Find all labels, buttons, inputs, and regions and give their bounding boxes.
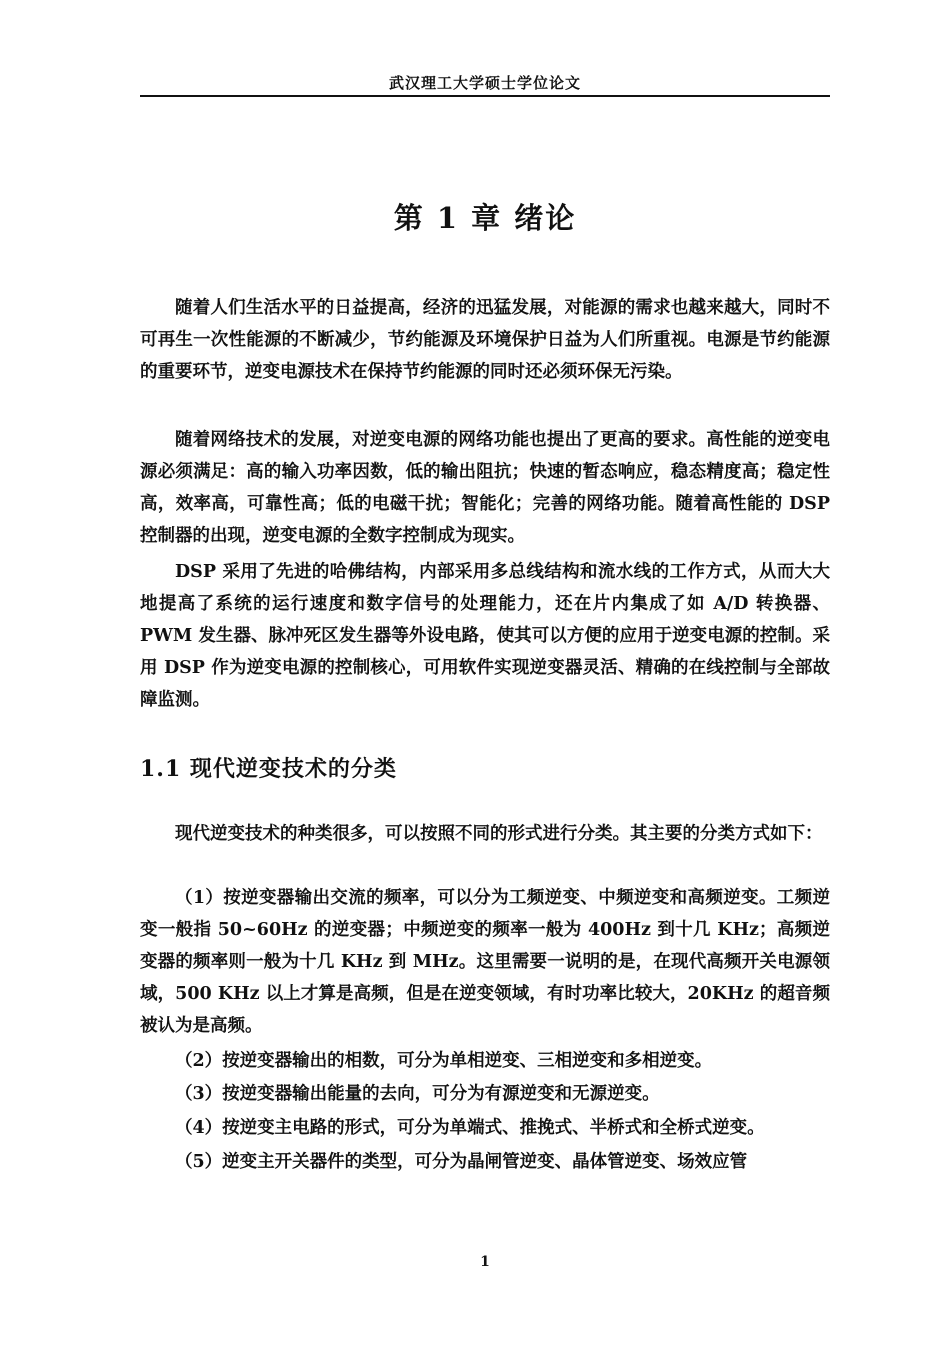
intro-paragraph: 随着网络技术的发展，对逆变电源的网络功能也提出了更高的要求。高性能的逆变电源必须满足：高的输入功率因数，低的输出阻抗；快速的暂态响应，稳态精度高；稳定性高，效率高，可靠性高；低的电磁干扰；智能化；完善的网络功能。随着高性能的 DSP 控制器的出现，逆变电源的全数字控制成为现实。 [140, 430, 830, 546]
section-lead-paragraph: 现代逆变技术的种类很多，可以按照不同的形式进行分类。其主要的分类方式如下： [175, 824, 823, 844]
running-header: 武汉理工大学硕士学位论文 [388, 74, 581, 92]
intro-paragraph: 随着人们生活水平的日益提高，经济的迅猛发展，对能源的需求也越来越大，同时不可再生一次性能源的不断减少，节约能源及环境保护日益为人们所重视。电源是节约能源的重要环节，逆变电源技术在保持节约能源的同时还必须环保无污染。 [140, 298, 830, 382]
page-number: 1 [480, 1254, 490, 1270]
chapter-title: 第 1 章 绪论 [393, 201, 577, 235]
section-title: 1.1 现代逆变技术的分类 [140, 756, 397, 782]
classification-item: （5）逆变主开关器件的类型，可分为晶闸管逆变、晶体管逆变、场效应管 [175, 1152, 748, 1172]
classification-item: （1）按逆变器输出交流的频率，可以分为工频逆变、中频逆变和高频逆变。工频逆变一般指 50~60Hz 的逆变器；中频逆变的频率一般为 400Hz 到十几 KHz；高频逆变器的频率则一般为十几 KHz 到 MHz。这里需要一说明的是，在现代高频开关电源领域，500 KHz 以上才算是高频，但是在逆变领域，有时功率比较大，20KHz 的超音频被认为是高频。 [140, 888, 830, 1036]
classification-item: （2）按逆变器输出的相数，可分为单相逆变、三相逆变和多相逆变。 [175, 1051, 713, 1071]
classification-item: （4）按逆变主电路的形式，可分为单端式、推挽式、半桥式和全桥式逆变。 [175, 1118, 765, 1138]
classification-item: （3）按逆变器输出能量的去向，可分为有源逆变和无源逆变。 [175, 1084, 660, 1104]
intro-paragraph: DSP 采用了先进的哈佛结构，内部采用多总线结构和流水线的工作方式，从而大大地提高了系统的运行速度和数字信号的处理能力，还在片内集成了如 A/D 转换器、PWM 发生器、脉冲死区发生器等外设电路，使其可以方便的应用于逆变电源的控制。采用 DSP 作为逆变电源的控制核心，可用软件实现逆变器灵活、精确的在线控制与全部故障监测。 [140, 562, 830, 710]
header-rule [140, 95, 830, 97]
